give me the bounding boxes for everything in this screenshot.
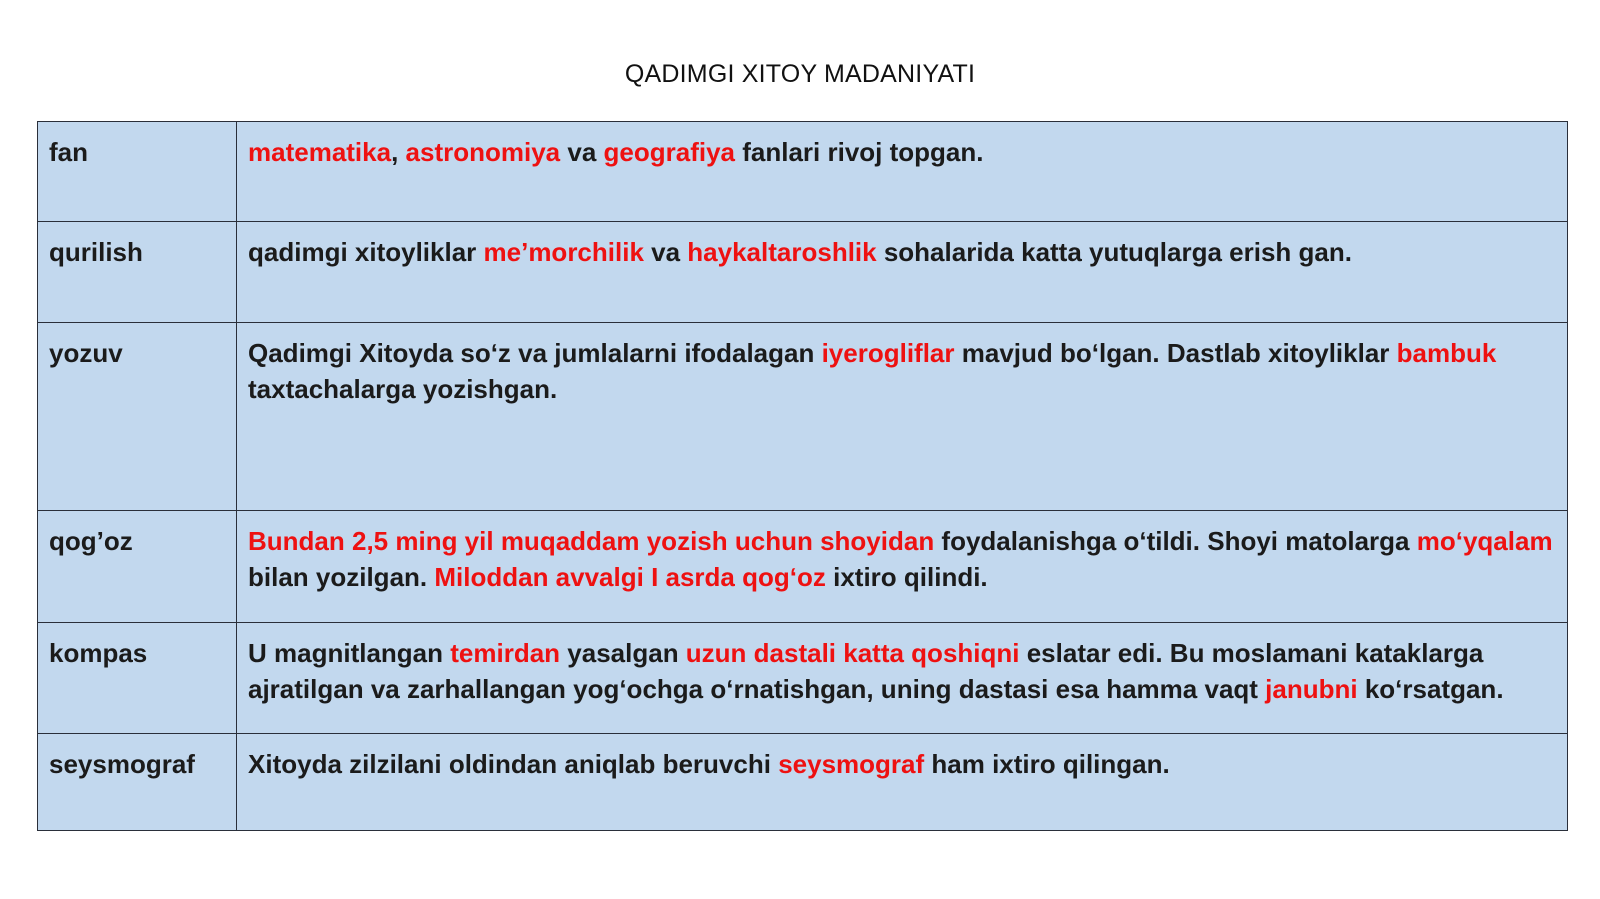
description-segment: ixtiro qilindi. [825, 562, 988, 592]
description-segment: mavjud boʻlgan. Dastlab xitoyliklar [954, 338, 1397, 368]
description-segment: haykaltaroshlik [687, 237, 877, 267]
description-cell [237, 122, 1568, 222]
description-segment: ham ixtiro qilingan. [924, 749, 1170, 779]
description-segment: Xitoyda zilzilani oldindan aniqlab beruvchi [248, 749, 779, 779]
description-segment: matematika [248, 137, 392, 167]
description-segment: seysmograf [778, 749, 925, 779]
description-cell [237, 734, 1568, 831]
description-cell [237, 222, 1568, 323]
description-cell [237, 511, 1568, 623]
description-segment: Bundan 2,5 ming yil muqaddam yozish uchun shoyidan [248, 526, 935, 556]
description-segment: Miloddan avvalgi I asrda qogʻoz [434, 562, 826, 592]
term-cell: seysmograf [38, 734, 237, 831]
description-segment: yasalgan [560, 638, 686, 668]
table-row [38, 323, 1568, 511]
description-segment: va [560, 137, 604, 167]
table-row [38, 734, 1568, 831]
description-segment: bambuk [1396, 338, 1497, 368]
table-row [38, 222, 1568, 323]
description-segment: temirdan [450, 638, 561, 668]
term-cell: kompas [38, 623, 237, 734]
description-segment: janubni [1265, 674, 1358, 704]
description-segment: va [643, 237, 688, 267]
description-segment: sohalarida katta yutuqlarga erish gan. [876, 237, 1352, 267]
description-segment: taxtachalarga yozishgan. [248, 374, 558, 404]
description-segment: qadimgi xitoyliklar [248, 237, 484, 267]
description-segment: , [391, 137, 406, 167]
description-segment: eslatar edi. Bu moslamani kataklarga ajratilgan va zarhallangan yogʻochga oʻrnatishgan, uning dastasi esa hamma vaqt [248, 638, 1484, 704]
description-segment: astronomiya [405, 137, 561, 167]
description-cell [237, 623, 1568, 734]
description-segment: me’morchilik [483, 237, 644, 267]
description-segment: bilan yozilgan. [248, 562, 435, 592]
culture-table [37, 121, 1568, 831]
table-row [38, 511, 1568, 623]
description-segment: U magnitlangan [248, 638, 451, 668]
description-segment: Qadimgi Xitoyda soʻz va jumlalarni ifodalagan [248, 338, 822, 368]
table-row [38, 623, 1568, 734]
term-cell: fan [38, 122, 237, 222]
description-segment: fanlari rivoj topgan. [735, 137, 984, 167]
term-cell: yozuv [38, 323, 237, 511]
slide-title: QADIMGI XITOY MADANIYATI [624, 60, 976, 88]
table-row [38, 122, 1568, 222]
description-segment: geografiya [603, 137, 736, 167]
term-cell: qog’oz [38, 511, 237, 623]
description-segment: foydalanishga oʻtildi. Shoyi matolarga [934, 526, 1417, 556]
description-cell [237, 323, 1568, 511]
description-segment: iyerogliflar [821, 338, 955, 368]
description-segment: moʻyqalam [1416, 526, 1553, 556]
description-segment: uzun dastali katta qoshiqni [685, 638, 1020, 668]
description-segment: koʻrsatgan. [1357, 674, 1504, 704]
term-cell: qurilish [38, 222, 237, 323]
